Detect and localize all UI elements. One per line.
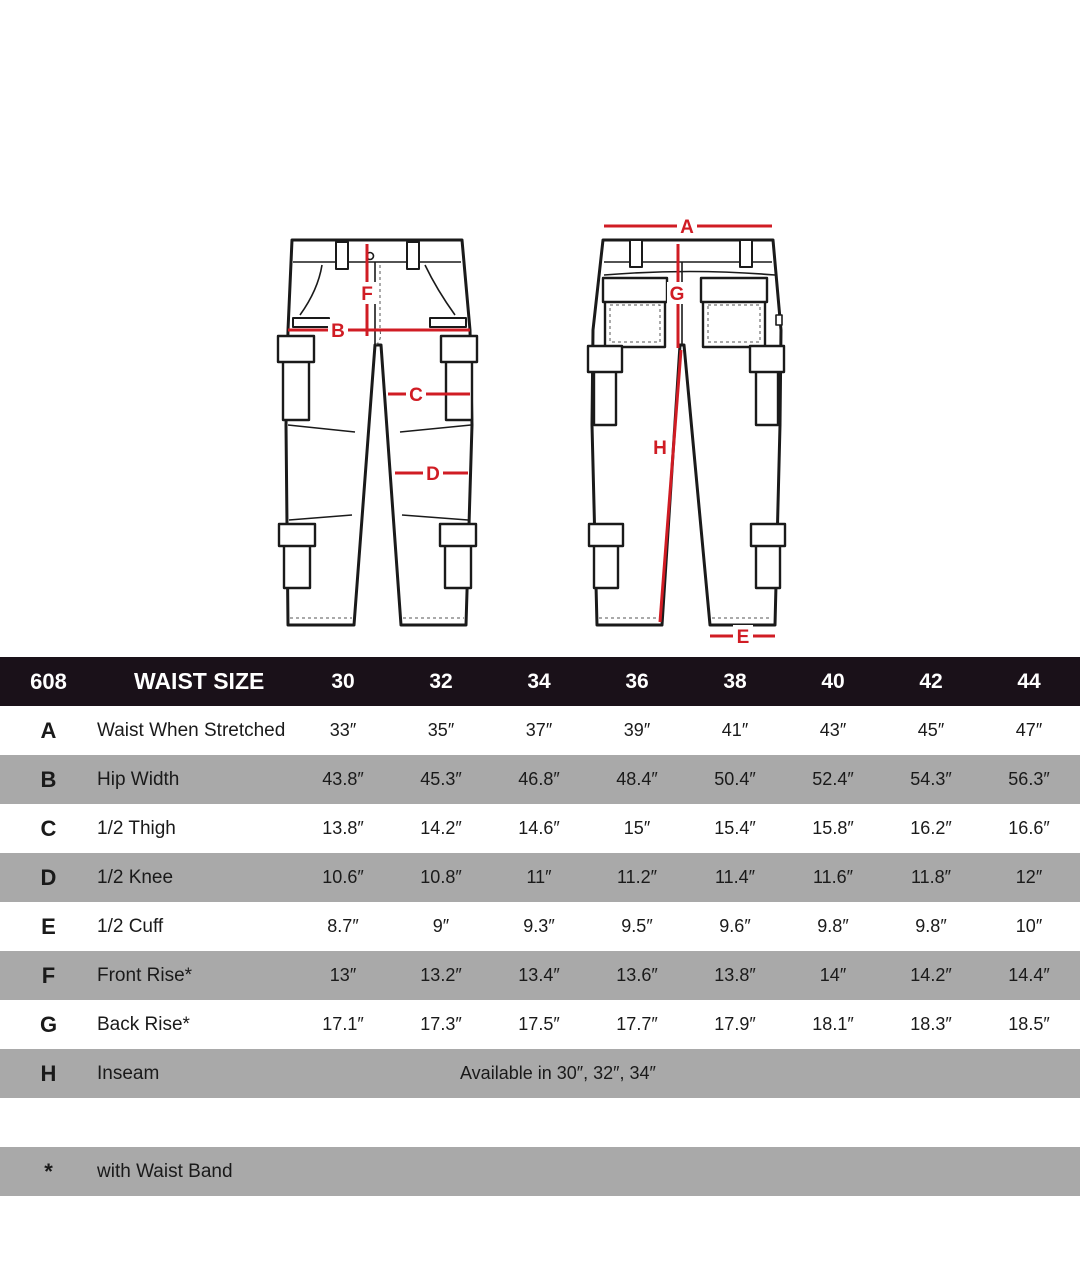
- table-cell: 50.4″: [714, 769, 756, 789]
- table-cell: 9.6″: [719, 916, 751, 936]
- table-cell: 17.7″: [616, 1014, 658, 1034]
- table-cell: 18.5″: [1008, 1014, 1050, 1034]
- table-row-back-rise: [0, 1000, 1080, 1049]
- table-cell: 9″: [432, 916, 450, 936]
- table-cell: 33″: [329, 720, 357, 740]
- size-heading: 30: [331, 670, 355, 693]
- table-cell: 14″: [819, 965, 847, 985]
- table-cell: 56.3″: [1008, 769, 1050, 789]
- measure-label-a: A: [680, 217, 694, 238]
- table-row-half-thigh: [0, 804, 1080, 853]
- table-cell: 43″: [819, 720, 847, 740]
- table-cell: 54.3″: [910, 769, 952, 789]
- table-row-waist-stretched: [0, 706, 1080, 755]
- row-letter: F: [41, 963, 56, 988]
- table-cell: 46.8″: [518, 769, 560, 789]
- table-cell: 9.5″: [621, 916, 653, 936]
- size-heading: 42: [919, 670, 943, 693]
- table-cell: 13.8″: [714, 965, 756, 985]
- table-row-half-knee: [0, 853, 1080, 902]
- inseam-availability: Available in 30″, 32″, 34″: [460, 1063, 656, 1083]
- table-cell: 11″: [526, 867, 552, 887]
- table-cell: 37″: [525, 720, 553, 740]
- table-cell: 11.2″: [616, 867, 658, 887]
- waist-size-heading: WAIST SIZE: [134, 668, 265, 694]
- table-cell: 15.8″: [812, 818, 854, 838]
- measure-label-e: E: [736, 627, 750, 648]
- table-cell: 45.3″: [420, 769, 462, 789]
- measure-label-d: D: [426, 464, 440, 485]
- table-header-row: [0, 657, 1080, 706]
- table-row-half-cuff: [0, 902, 1080, 951]
- table-footnote-row: [0, 1147, 1080, 1196]
- row-label: 1/2 Thigh: [97, 818, 176, 839]
- table-cell: 43.8″: [322, 769, 364, 789]
- row-label: Back Rise*: [97, 1014, 190, 1035]
- model-number: 608: [30, 669, 67, 694]
- size-heading: 34: [527, 670, 551, 693]
- table-cell: 17.5″: [518, 1014, 560, 1034]
- table-cell: 14.4″: [1008, 965, 1050, 985]
- table-cell: 13.4″: [518, 965, 560, 985]
- footnote-asterisk: *: [44, 1159, 53, 1184]
- table-cell: 14.2″: [910, 965, 952, 985]
- size-heading: 40: [821, 670, 845, 693]
- table-cell: 8.7″: [327, 916, 359, 936]
- row-label: Front Rise*: [97, 965, 193, 986]
- front-view-pants: [278, 240, 477, 625]
- table-cell: 45″: [917, 720, 945, 740]
- table-cell: 17.1″: [322, 1014, 364, 1034]
- table-row-front-rise: [0, 951, 1080, 1000]
- row-letter: E: [41, 914, 56, 939]
- table-cell: 15.4″: [714, 818, 756, 838]
- table-cell: 52.4″: [812, 769, 854, 789]
- size-heading: 38: [723, 670, 747, 693]
- table-cell: 14.2″: [420, 818, 462, 838]
- table-cell: 10.6″: [322, 867, 364, 887]
- table-cell: 10″: [1015, 916, 1043, 936]
- size-heading: 36: [625, 670, 649, 693]
- table-cell: 9.8″: [915, 916, 947, 936]
- table-cell: 9.8″: [817, 916, 849, 936]
- table-cell: 16.2″: [910, 818, 952, 838]
- table-cell: 48.4″: [616, 769, 658, 789]
- row-label: 1/2 Knee: [97, 867, 174, 888]
- table-cell: 12″: [1015, 867, 1043, 887]
- table-cell: 13.2″: [420, 965, 462, 985]
- back-view-pants: [588, 215, 785, 648]
- table-cell: 39″: [623, 720, 651, 740]
- measure-label-c: C: [409, 385, 423, 406]
- table-row-inseam: [0, 1049, 1080, 1098]
- measure-label-b: B: [331, 321, 345, 342]
- table-cell: 15″: [623, 818, 651, 838]
- measure-label-f: F: [361, 284, 373, 305]
- table-cell: 11.4″: [714, 867, 756, 887]
- table-cell: 13.6″: [616, 965, 658, 985]
- row-label: Waist When Stretched: [97, 720, 286, 741]
- table-row-hip-width: [0, 755, 1080, 804]
- table-cell: 35″: [427, 720, 455, 740]
- row-letter: A: [40, 718, 57, 743]
- measure-label-h: H: [653, 438, 667, 459]
- table-cell: 17.9″: [714, 1014, 756, 1034]
- table-cell: 13.8″: [322, 818, 364, 838]
- row-label: 1/2 Cuff: [97, 916, 164, 937]
- row-letter: B: [40, 767, 57, 792]
- table-cell: 18.1″: [812, 1014, 854, 1034]
- row-label: Hip Width: [97, 769, 180, 790]
- size-heading: 44: [1017, 670, 1041, 693]
- table-cell: 9.3″: [523, 916, 555, 936]
- table-cell: 10.8″: [420, 867, 462, 887]
- table-cell: 11.6″: [812, 867, 854, 887]
- table-cell: 47″: [1015, 720, 1043, 740]
- row-label: Inseam: [97, 1063, 160, 1084]
- table-cell: 11.8″: [910, 867, 952, 887]
- table-cell: 41″: [721, 720, 749, 740]
- pants-measurement-diagram: [0, 200, 1080, 650]
- table-cell: 18.3″: [910, 1014, 952, 1034]
- table-cell: 14.6″: [518, 818, 560, 838]
- table-cell: 16.6″: [1008, 818, 1050, 838]
- table-cell: 17.3″: [420, 1014, 462, 1034]
- table-cell: 13″: [329, 965, 357, 985]
- footnote-text: with Waist Band: [97, 1161, 233, 1182]
- row-letter: G: [39, 1012, 58, 1037]
- row-letter: C: [40, 816, 57, 841]
- row-letter: D: [40, 865, 57, 890]
- size-heading: 32: [429, 670, 453, 693]
- row-letter: H: [40, 1061, 57, 1086]
- measure-label-g: G: [669, 284, 685, 305]
